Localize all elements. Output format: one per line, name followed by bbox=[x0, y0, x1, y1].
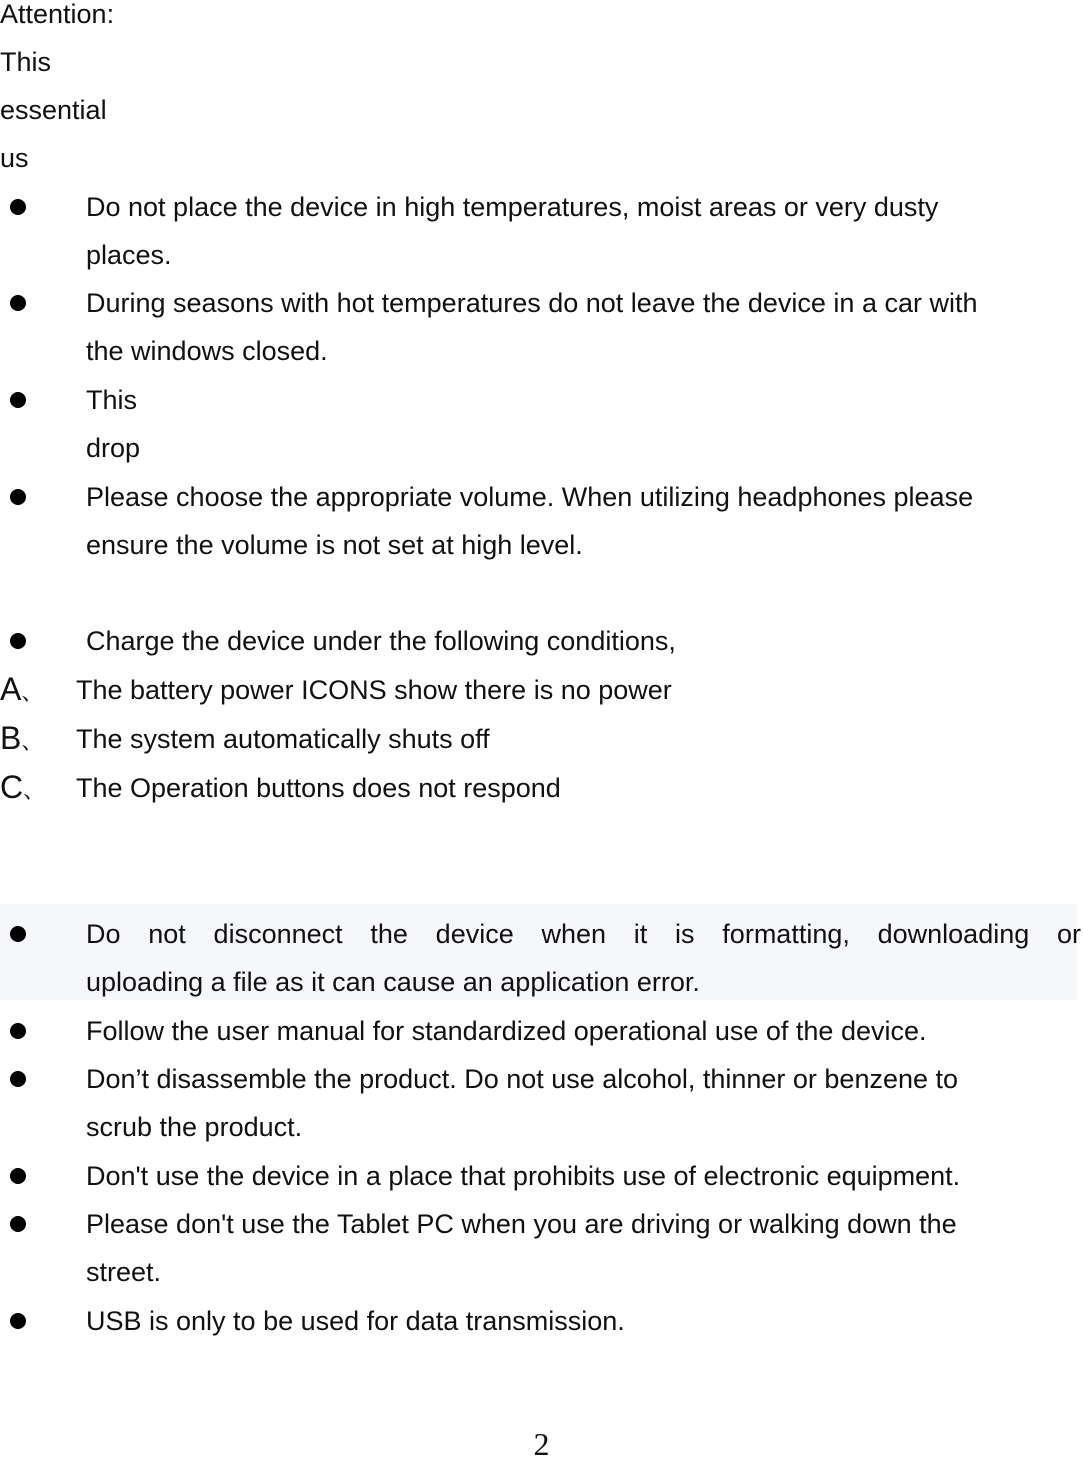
list-item: Do not disconnect the device when it is formatting, downloading or bbox=[86, 919, 1081, 949]
list-item: Follow the user manual for standardized operational use of the device. bbox=[86, 1016, 927, 1046]
bullet-dot-icon bbox=[10, 1168, 26, 1184]
bullet-dot-icon bbox=[10, 1023, 26, 1039]
header-line-this: This bbox=[0, 47, 52, 77]
condition-letter-b: B、 bbox=[0, 720, 44, 756]
header-line-us: us bbox=[0, 143, 29, 173]
list-item: Charge the device under the following conditions, bbox=[86, 626, 676, 656]
bullet-dot-icon bbox=[10, 199, 26, 215]
bullet-dot-icon bbox=[10, 1216, 26, 1232]
condition-letter-c: C、 bbox=[0, 769, 46, 805]
bullet-dot-icon bbox=[10, 392, 26, 408]
bullet-dot-icon bbox=[10, 1071, 26, 1087]
list-item: During seasons with hot temperatures do not leave the device in a car with bbox=[86, 288, 978, 318]
bullet-dot-icon bbox=[10, 489, 26, 505]
list-item: Please choose the appropriate volume. When utilizing headphones please bbox=[86, 482, 974, 512]
attention-heading: Attention: bbox=[0, 0, 115, 29]
list-item-continued: uploading a file as it can cause an application error. bbox=[86, 967, 700, 997]
list-item: USB is only to be used for data transmission. bbox=[86, 1306, 625, 1336]
list-item-continued: ensure the volume is not set at high level. bbox=[86, 530, 583, 560]
list-item: This bbox=[86, 385, 138, 415]
bullet-dot-icon bbox=[10, 1313, 26, 1329]
list-item-continued: places. bbox=[86, 240, 172, 270]
page-number: 2 bbox=[533, 1426, 550, 1462]
list-item-continued: the windows closed. bbox=[86, 336, 328, 366]
list-item: Don’t disassemble the product. Do not use alcohol, thinner or benzene to bbox=[86, 1064, 959, 1094]
list-item: Do not place the device in high temperatures, moist areas or very dusty bbox=[86, 192, 939, 222]
bullet-dot-icon bbox=[10, 295, 26, 311]
list-item: Don't use the device in a place that prohibits use of electronic equipment. bbox=[86, 1161, 961, 1191]
condition-text-b: The system automatically shuts off bbox=[76, 724, 490, 754]
bullet-dot-icon bbox=[10, 633, 26, 649]
bullet-dot-icon bbox=[10, 926, 26, 942]
list-item-continued: drop bbox=[86, 433, 141, 463]
list-item: Please don't use the Tablet PC when you are driving or walking down the bbox=[86, 1209, 957, 1239]
condition-text-a: The battery power ICONS show there is no power bbox=[76, 675, 672, 705]
list-item-continued: street. bbox=[86, 1257, 162, 1287]
condition-text-c: The Operation buttons does not respond bbox=[76, 773, 561, 803]
list-item-continued: scrub the product. bbox=[86, 1112, 303, 1142]
header-line-essential: essential bbox=[0, 95, 107, 125]
condition-letter-a: A、 bbox=[0, 671, 44, 707]
